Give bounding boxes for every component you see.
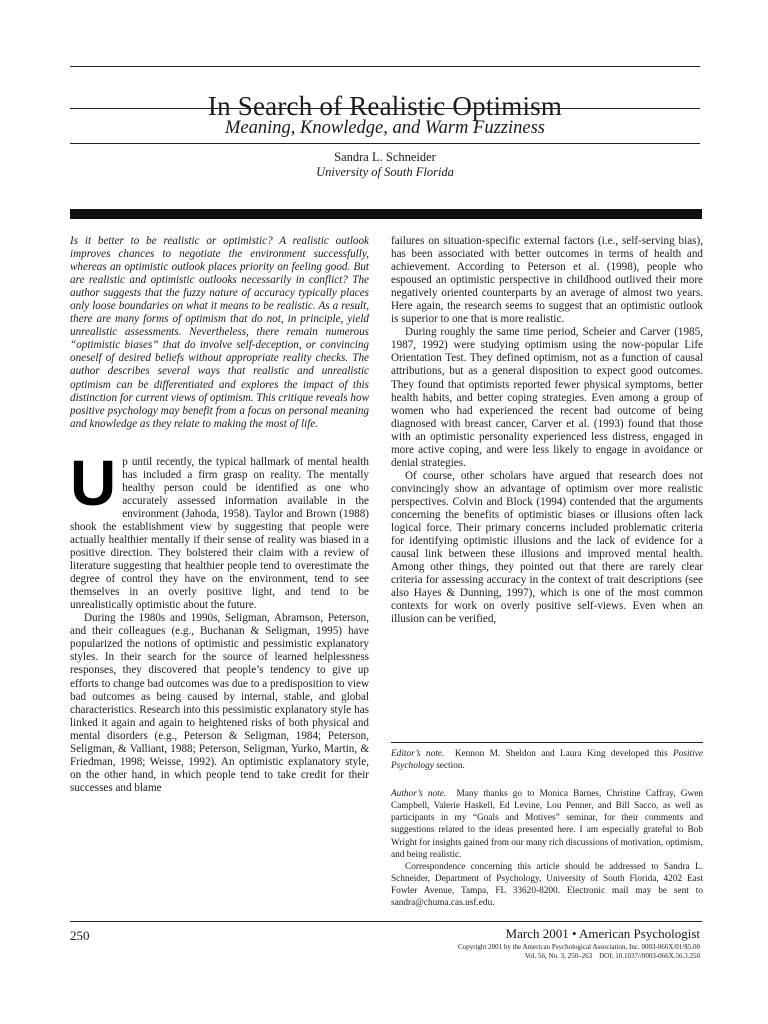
editor-note-section: Positive Psychology xyxy=(391,749,703,772)
right-column xyxy=(391,235,703,626)
author-note-label: Author’s note. xyxy=(391,789,447,800)
title-bottom-rule xyxy=(70,108,700,109)
footnotes xyxy=(391,748,703,909)
intro-paragraph xyxy=(70,446,369,613)
intro-text: p until recently, the typical hallmark of mental health has included a firm grasp on reality. The mentally healthy person could be identified as one who accurately assessed information available in the environment (Jahoda, 1958). Taylor and Brown (1988) shook the establishment view by suggesting that people were actually healthier mentally if their sense of reality was biased in a positive direction. They bolstered their claim with a review of literature suggesting that healthier people tend to overestimate the degree of control they have on the environment, tend to see themselves in an overly positive light, and tend to be unrealistically optimistic about the future. xyxy=(70,455,369,612)
body-paragraph: During the 1980s and 1990s, Seligman, Abramson, Peterson, and their colleagues (e.g., Buchanan & Seligman, 1995) have popularized the notions of optimistic and pessimistic explanatory styles. In their search for the source of learned helplessness responses, they discovered that people’s tendency to give up efforts to change bad outcomes was due to a predisposition to view bad outcomes as being caused by internal, stable, and global characteristics. Research into this pessimistic explanatory style has linked it again and again to heightened risks of both physical and mental disorders (e.g., Peterson & Seligman, 1984; Peterson, Seligman, & Valliant, 1988; Peterson, Seligman, Yurko, Martin, & Friedman, 1998; Weisse, 1992). An optimistic explanatory style, on the other hand, in which people tend to take credit for their successes and blame xyxy=(70,612,369,794)
subtitle-bottom-rule xyxy=(70,143,700,144)
correspondence-note: Correspondence concerning this article should be addressed to Sandra L. Schneider, Department of Psychology, University of South Florida, 4202 East Fowler Avenue, Tampa, FL 33620-8200. Electronic mail may be sent to sandra@chuma.cas.usf.edu. xyxy=(391,861,703,909)
page-number: 250 xyxy=(70,928,90,943)
copyright-line: Copyright 2001 by the American Psychological Association, Inc. 0003-066X/01/$5.00 xyxy=(457,943,700,951)
editor-note-tail: section. xyxy=(436,761,465,772)
volume-info: Vol. 56, No. 3, 250–263 xyxy=(524,951,593,960)
left-column xyxy=(70,235,369,795)
title-top-rule xyxy=(70,66,700,67)
journal-name: March 2001 • American Psychologist xyxy=(505,926,700,941)
abstract: Is it better to be realistic or optimistic? A realistic outlook improves chances to negotiate the environment successfully, whereas an optimistic outlook places priority on feeling good. But are realistic and optimistic outlooks necessarily in conflict? The author suggests that the fuzzy nature of accuracy typically places only loose boundaries on what it means to be realistic. As a result, there are many forms of optimism that do not, in principle, yield unrealistic assessments. Nevertheless, there remain numerous “optimistic biases” that do involve self-deception, or convincing oneself of desired beliefs without appropriate reality checks. The author describes several ways that realistic and unrealistic optimism can be differentiated and explores the impact of this distinction for current views of optimism. This critique reveals how positive psychology may benefit from a focus on personal meaning and knowledge as they relate to making the most of life. xyxy=(70,235,369,430)
drop-cap: U xyxy=(70,446,117,519)
footnote-rule xyxy=(391,742,703,743)
author-name: Sandra L. Schneider xyxy=(334,150,436,164)
author-affiliation: University of South Florida xyxy=(316,165,454,179)
editor-note-text: Kennon M. Sheldon and Laura King developed this xyxy=(454,749,668,759)
heading-divider-bar xyxy=(70,209,702,219)
copyright-block xyxy=(300,943,700,960)
volume-doi-line xyxy=(300,952,700,961)
author-note xyxy=(391,788,703,861)
editor-note xyxy=(391,748,703,772)
body-paragraph: During roughly the same time period, Scheier and Carver (1985, 1987, 1992) were studying optimism using the now-popular Life Orientation Test. They defined optimism, not as a function of causal attributions, but as a general disposition to expect good outcomes. They found that optimists reported fewer physical symptoms, better health habits, and better coping strategies. Even among a group of women who had experienced the recent bad outcome of being diagnosed with breast cancer, Carver et al. (1993) found that those with an optimistic personality experienced less distress, engaged in more active coping, and were less likely to engage in avoidance or denial strategies. xyxy=(391,326,703,469)
author-note-text: Many thanks go to Monica Barnes, Christine Caffray, Gwen Campbell, Valerie Haskell, Ed Levine, Lou Penner, and Bill Sacco, as well as participants in my “Goals and Motives” seminar, for their comments and suggestions related to the ideas presented here. I am especially grateful to Bob Wright for insights gained from our many rich discussions of motivation, optimism, and being realistic. xyxy=(391,789,703,860)
article-subtitle: Meaning, Knowledge, and Warm Fuzziness xyxy=(225,118,545,138)
footer-rule xyxy=(70,921,702,922)
article-title: In Search of Realistic Optimism xyxy=(207,91,563,122)
doi: DOI: 10.1037//0003-066X.56.3.250 xyxy=(599,951,700,960)
editor-note-label: Editor’s note. xyxy=(391,749,445,759)
body-paragraph: failures on situation-specific external factors (i.e., self-serving bias), has been associated with better outcomes in terms of health and achievement. According to Peterson et al. (1998), people who espoused an optimistic perspective in childhood outlived their more negatively oriented counterparts by an average of almost two years. Here again, the research seems to suggest that an optimistic outlook is superior to one that is more realistic. xyxy=(391,235,703,326)
body-paragraph: Of course, other scholars have argued that research does not convincingly show an advantage of optimism over more realistic perspectives. Colvin and Block (1994) contended that the arguments concerning the benefits of optimistic biases or illusions often lack logical force. Their primary concerns included problematic criteria for identifying optimistic illusions and the lack of evidence for a causal link between these illusions and improved mental health. Among other things, they pointed out that there are rarely clear criteria for assessing accuracy in the context of trait descriptions (see also Hayes & Dunning, 1997), which is one of the most common contexts for work on overly positive self-views. Even when an illusion can be verified, xyxy=(391,469,703,626)
